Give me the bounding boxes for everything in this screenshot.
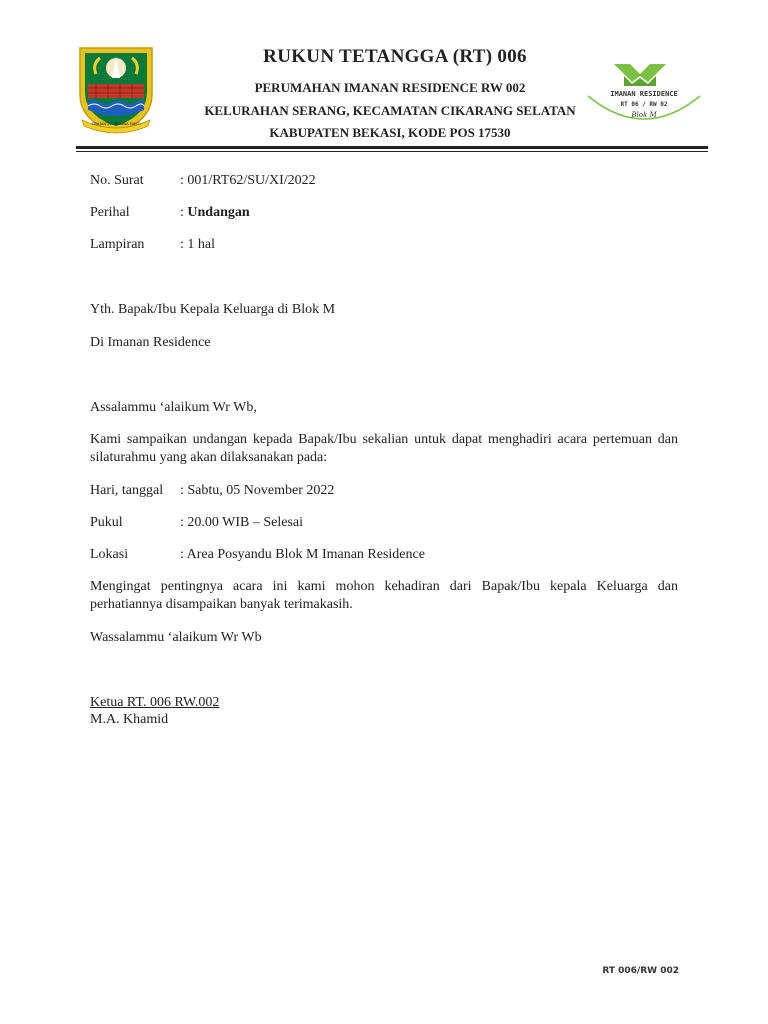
logo-line-3: Blok M	[631, 111, 657, 119]
meta-row-number	[90, 172, 316, 190]
imanan-residence-logo	[584, 56, 704, 128]
meta-colon: :	[180, 205, 188, 220]
event-label: Hari, tanggal	[90, 483, 164, 498]
footer-code: RT 006/RW 002	[602, 966, 679, 976]
meta-value: Undangan	[187, 205, 250, 220]
event-value: : 20.00 WIB – Selesai	[180, 515, 304, 530]
header-rule-thin	[76, 151, 708, 152]
letterhead-title: RUKUN TETANGGA (RT) 006	[263, 46, 527, 67]
letterhead-line-1: PERUMAHAN IMANAN RESIDENCE RW 002	[254, 80, 526, 95]
signature-name: M.A. Khamid	[90, 712, 169, 727]
letterhead-line-3: KABUPATEN BEKASI, KODE POS 17530	[269, 125, 511, 140]
regency-emblem	[76, 44, 156, 134]
recipient-line-1: Yth. Bapak/Ibu Kepala Keluarga di Blok M	[90, 302, 336, 317]
logo-line-2: RT 06 / RW 02	[620, 101, 668, 108]
body-intro: Kami sampaikan undangan kepada Bapak/Ibu sekalian untuk dapat menghadiri acara pertemuan dan silaturahmu yang akan dilaksanakan pada:	[90, 432, 678, 465]
event-row-location	[90, 546, 425, 564]
meta-row-subject	[90, 204, 250, 222]
emblem-motto: SWATANTRA WIBAWA MUKTI	[91, 122, 141, 126]
header-rule-thick	[76, 146, 708, 149]
event-label: Pukul	[90, 515, 123, 530]
farewell: Wassalammu ‘alaikum Wr Wb	[90, 630, 262, 645]
event-row-time	[90, 514, 303, 532]
body-closing: Mengingat pentingnya acara ini kami mohon kehadiran dari Bapak/Ibu kepala Keluarga dan perhatiannya disampaikan banyak terimakasih.	[90, 579, 678, 612]
meta-label: Lampiran	[90, 237, 145, 252]
signature-title: Ketua RT. 006 RW.002	[90, 695, 220, 710]
recipient-line-2: Di Imanan Residence	[90, 335, 211, 350]
meta-label: Perihal	[90, 205, 130, 220]
event-row-date	[90, 482, 334, 500]
meta-label: No. Surat	[90, 173, 144, 188]
meta-value: : 001/RT62/SU/XI/2022	[180, 173, 316, 188]
event-label: Lokasi	[90, 547, 129, 562]
meta-row-attachment	[90, 236, 215, 254]
meta-value: : 1 hal	[180, 237, 215, 252]
event-value: : Sabtu, 05 November 2022	[180, 483, 335, 498]
greeting: Assalammu ‘alaikum Wr Wb,	[90, 400, 257, 415]
event-value: : Area Posyandu Blok M Imanan Residence	[180, 547, 425, 562]
logo-line-1: IMANAN RESIDENCE	[610, 90, 678, 98]
letterhead-line-2: KELURAHAN SERANG, KECAMATAN CIKARANG SELATAN	[204, 103, 576, 118]
